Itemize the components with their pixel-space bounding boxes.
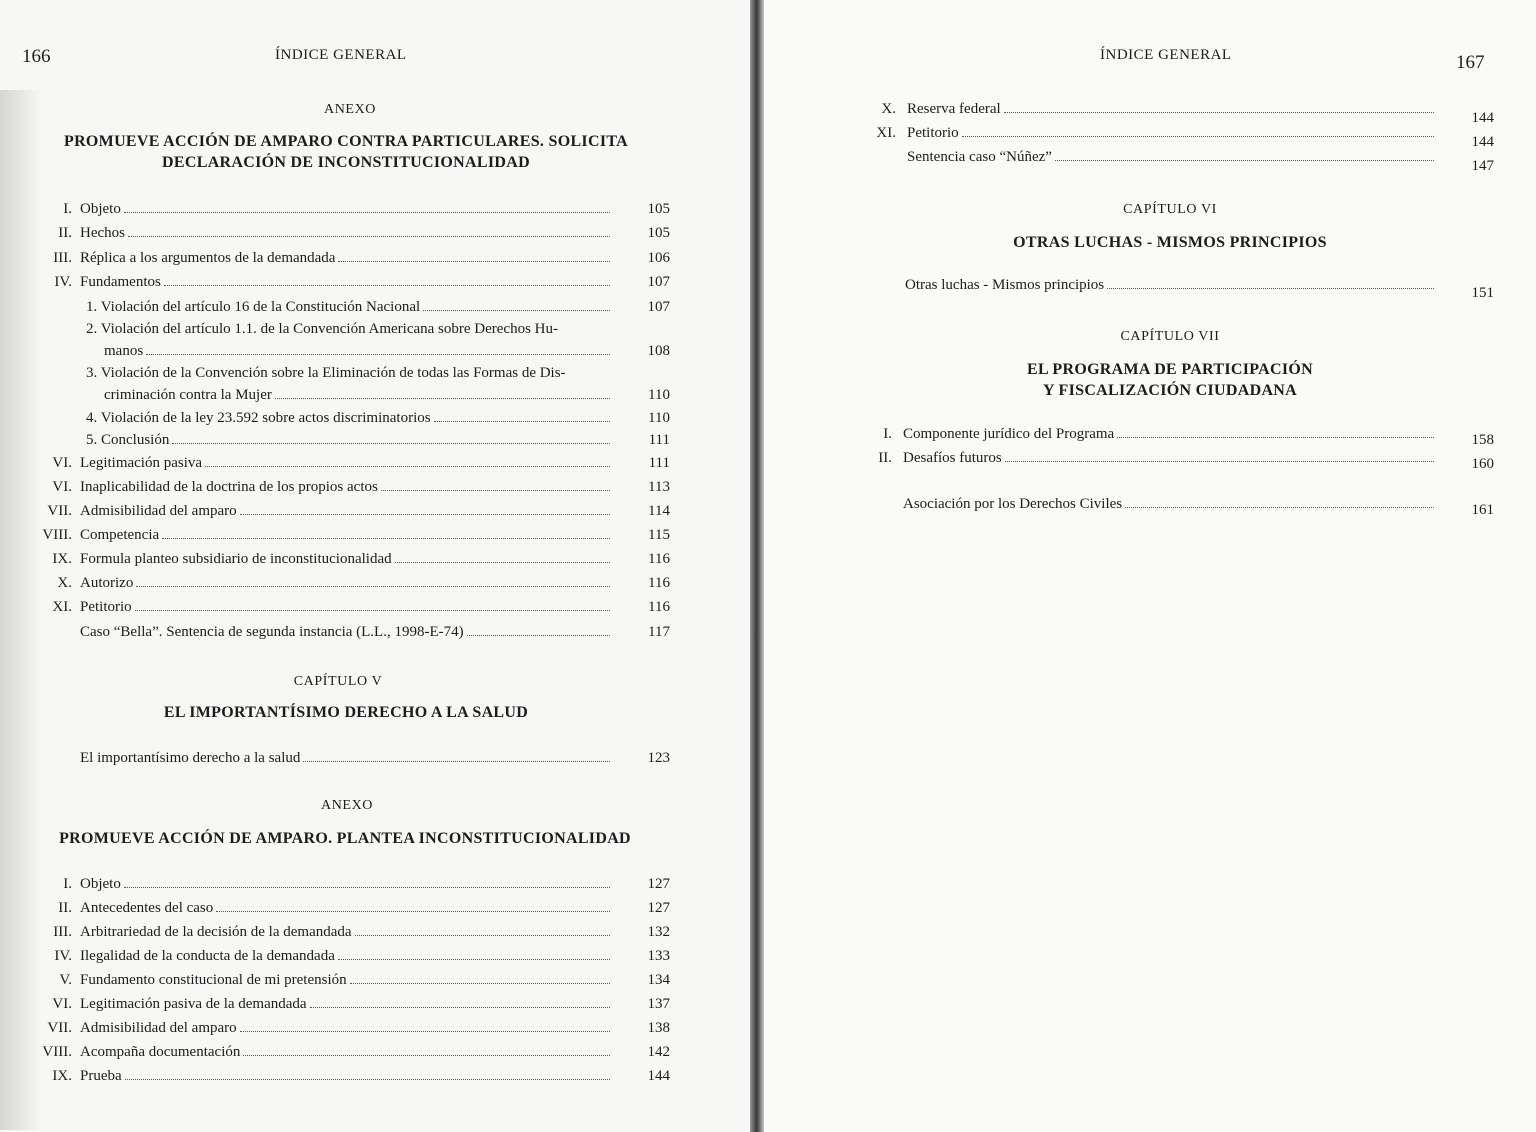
entry-text: Legitimación pasiva de la demandada — [80, 996, 307, 1012]
leader-dots — [350, 982, 610, 984]
entry-text: Objeto — [80, 876, 121, 892]
entry-number: II. — [878, 450, 892, 466]
entry-page: 105 — [647, 225, 670, 241]
entry-text: Admisibilidad del amparo — [80, 1020, 237, 1036]
page-number: 166 — [22, 46, 51, 67]
entry-number: VII. — [47, 503, 72, 519]
annex-title-line2: DECLARACIÓN DE INCONSTITUCIONALIDAD — [162, 154, 530, 171]
entry-text: Fundamento constitucional de mi pretensión — [80, 972, 347, 988]
entry-page: 144 — [1471, 134, 1494, 150]
entry-page: 114 — [648, 503, 670, 519]
entry-text: Caso “Bella”. Sentencia de segunda instancia (L.L., 1998-E-74) — [80, 624, 464, 640]
entry-number: VII. — [47, 1020, 72, 1036]
entry-page: 161 — [1471, 502, 1494, 518]
entry-page: 127 — [647, 876, 670, 892]
entry-text: Ilegalidad de la conducta de la demandada — [80, 948, 335, 964]
leader-dots — [124, 886, 610, 888]
entry-text: Acompaña documentación — [80, 1044, 241, 1060]
entry-page: 107 — [647, 274, 670, 290]
toc-list-chapter7 — [764, 0, 1536, 1132]
chapter-label: CAPÍTULO VI — [1123, 202, 1217, 217]
running-head: ÍNDICE GENERAL — [1100, 47, 1232, 63]
entry-page: 108 — [647, 343, 670, 359]
leader-dots — [240, 1030, 610, 1032]
chapter-title-line2: Y FISCALIZACIÓN CIUDADANA — [1042, 382, 1298, 399]
entry-number: II. — [58, 225, 72, 241]
entry-page: 105 — [647, 201, 670, 217]
leader-dots — [355, 934, 610, 936]
entry-text: Petitorio — [907, 125, 959, 141]
entry-page: 110 — [648, 410, 670, 426]
entry-text: 4. Violación de la ley 23.592 sobre actos discriminatorios — [86, 410, 431, 426]
leader-dots — [243, 1054, 610, 1056]
entry-page: 107 — [647, 299, 670, 315]
entry-number: I. — [63, 876, 72, 892]
entry-text: Antecedentes del caso — [80, 900, 214, 916]
entry-page: 113 — [648, 479, 670, 495]
page-number: 167 — [1456, 52, 1485, 73]
entry-text: Inaplicabilidad de la doctrina de los propios actos — [80, 479, 378, 495]
right-page — [764, 0, 1536, 1132]
entry-page: 117 — [648, 624, 670, 640]
entry-number: IX. — [52, 551, 72, 567]
entry-text: 2. Violación del artículo 1.1. de la Convención Americana sobre Derechos Hu- — [86, 321, 559, 337]
entry-text-continued: manos — [104, 343, 144, 359]
entry-text-continued: criminación contra la Mujer — [104, 387, 272, 403]
leader-dots — [1005, 460, 1434, 462]
entry-text: 1. Violación del artículo 16 de la Constitución Nacional — [86, 299, 421, 315]
entry-number: VI. — [52, 479, 72, 495]
toc-list-annex2 — [0, 0, 750, 1132]
entry-page: 116 — [648, 551, 670, 567]
entry-page: 133 — [647, 948, 670, 964]
entry-number: I. — [63, 201, 72, 217]
entry-page: 106 — [647, 250, 670, 266]
entry-page: 123 — [647, 750, 670, 766]
entry-page: 144 — [1471, 110, 1494, 126]
entry-text: Componente jurídico del Programa — [903, 426, 1115, 442]
entry-page: 110 — [648, 387, 670, 403]
entry-text: Hechos — [80, 225, 125, 241]
entry-page: 127 — [647, 900, 670, 916]
entry-page: 138 — [647, 1020, 670, 1036]
entry-page: 151 — [1471, 285, 1494, 301]
leader-dots — [338, 958, 610, 960]
entry-number: VI. — [52, 996, 72, 1012]
chapter-title-line1: EL PROGRAMA DE PARTICIPACIÓN — [1027, 361, 1313, 378]
chapter-title: EL IMPORTANTÍSIMO DERECHO A LA SALUD — [163, 704, 529, 721]
chapter-title: OTRAS LUCHAS - MISMOS PRINCIPIOS — [1013, 234, 1327, 251]
entry-number: VIII. — [42, 527, 72, 543]
entry-page: 115 — [648, 527, 670, 543]
entry-text: Reserva federal — [907, 101, 1001, 117]
entry-page: 137 — [647, 996, 670, 1012]
entry-number: X. — [881, 101, 896, 117]
entry-number: X. — [57, 575, 72, 591]
left-page — [0, 0, 750, 1132]
entry-number: I. — [883, 426, 892, 442]
entry-number: VI. — [52, 455, 72, 471]
leader-dots — [310, 1006, 610, 1008]
entry-page: 134 — [647, 972, 670, 988]
entry-page: 116 — [648, 599, 670, 615]
entry-text: Réplica a los argumentos de la demandada — [80, 250, 336, 266]
leader-dots — [1125, 506, 1434, 508]
entry-text: Sentencia caso “Núñez” — [907, 149, 1052, 165]
annex-title: PROMUEVE ACCIÓN DE AMPARO. PLANTEA INCONSTITUCIONALIDAD — [59, 830, 631, 847]
leader-dots — [216, 910, 610, 912]
entry-text: El importantísimo derecho a la salud — [80, 750, 301, 766]
entry-text: Formula planteo subsidiario de inconstitucionalidad — [80, 551, 392, 567]
annex-label: ANEXO — [321, 798, 373, 813]
running-head: ÍNDICE GENERAL — [275, 47, 407, 63]
entry-page: 142 — [647, 1044, 670, 1060]
entry-number: XI. — [876, 125, 896, 141]
entry-page: 132 — [647, 924, 670, 940]
entry-text: 5. Conclusión — [86, 432, 170, 448]
entry-text: Desafíos futuros — [903, 450, 1002, 466]
entry-number: V. — [59, 972, 72, 988]
entry-page: 144 — [647, 1068, 670, 1084]
entry-number: IV. — [54, 274, 72, 290]
entry-page: 158 — [1471, 432, 1494, 448]
entry-page: 111 — [648, 432, 670, 448]
entry-text: Otras luchas - Mismos principios — [905, 277, 1105, 293]
entry-number: II. — [58, 900, 72, 916]
entry-text: Objeto — [80, 201, 121, 217]
entry-text: 3. Violación de la Convención sobre la Eliminación de todas las Formas de Dis- — [86, 365, 566, 381]
entry-text: Prueba — [80, 1068, 122, 1084]
entry-number: XI. — [52, 599, 72, 615]
leader-dots — [1117, 436, 1434, 438]
entry-text: Admisibilidad del amparo — [80, 503, 237, 519]
entry-number: IX. — [52, 1068, 72, 1084]
entry-number: IV. — [54, 948, 72, 964]
entry-number: VIII. — [42, 1044, 72, 1060]
entry-text: Asociación por los Derechos Civiles — [903, 496, 1123, 512]
chapter-label: CAPÍTULO V — [293, 674, 383, 689]
entry-number: III. — [53, 250, 72, 266]
entry-text: Legitimación pasiva — [80, 455, 203, 471]
book-gutter — [750, 0, 764, 1132]
entry-text: Autorizo — [80, 575, 134, 591]
entry-number: III. — [53, 924, 72, 940]
entry-page: 147 — [1471, 158, 1494, 174]
annex-label: ANEXO — [324, 102, 376, 117]
chapter-label: CAPÍTULO VII — [1120, 329, 1220, 344]
entry-text: Fundamentos — [80, 274, 161, 290]
entry-text: Arbitrariedad de la decisión de la demandada — [80, 924, 352, 940]
leader-dots — [125, 1078, 610, 1080]
entry-page: 160 — [1471, 456, 1494, 472]
entry-text: Petitorio — [80, 599, 132, 615]
entry-page: 111 — [648, 455, 670, 471]
annex-title-line1: PROMUEVE ACCIÓN DE AMPARO CONTRA PARTICULARES. SOLICITA — [64, 133, 628, 150]
entry-text: Competencia — [80, 527, 160, 543]
entry-page: 116 — [648, 575, 670, 591]
